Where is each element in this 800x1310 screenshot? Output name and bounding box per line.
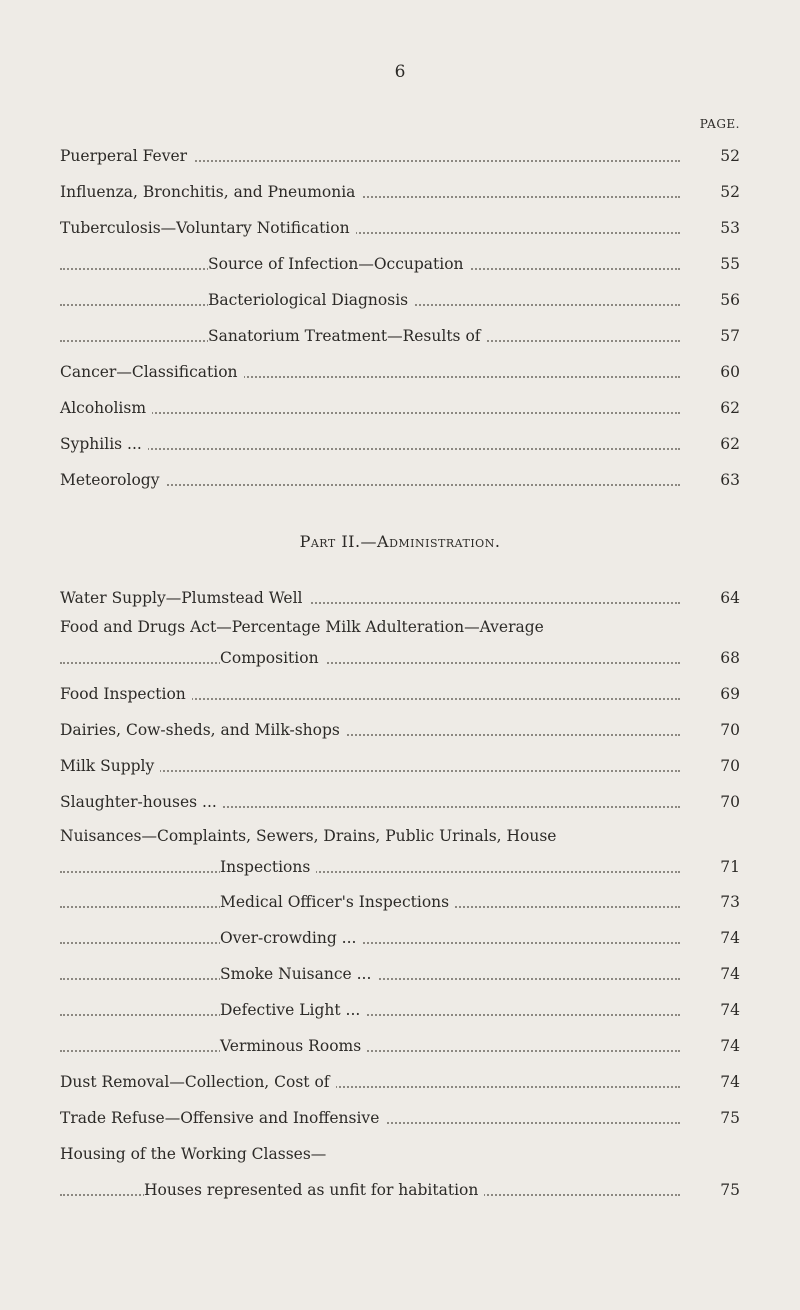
part-heading: Part II.—Administration. <box>299 532 501 551</box>
dot-leader <box>60 1014 680 1016</box>
entry-page: 57 <box>692 324 740 348</box>
toc-entry <box>60 396 740 420</box>
entry-page: 74 <box>692 926 740 950</box>
toc-subentry <box>60 926 740 950</box>
entry-page: 74 <box>692 1034 740 1058</box>
dot-leader <box>60 1050 680 1052</box>
toc-subentry <box>60 1178 740 1202</box>
toc-subentry <box>60 998 740 1022</box>
entry-title: Influenza, Bronchitis, and Pneumonia <box>60 180 361 204</box>
entry-title: Syphilis ... <box>60 432 148 456</box>
toc-entry <box>60 646 740 670</box>
entry-title: Alcoholism <box>60 396 152 420</box>
entry-title: Puerperal Fever <box>60 144 193 168</box>
dot-leader <box>60 871 680 873</box>
entry-title: Tuberculosis—Voluntary Notification <box>60 216 356 240</box>
toc-subentry <box>60 1034 740 1058</box>
entry-lead-line: Food and Drugs Act—Percentage Milk Adulteration—Average <box>60 618 544 636</box>
entry-page: 70 <box>692 790 740 814</box>
entry-page: 70 <box>692 754 740 778</box>
toc-entry <box>60 216 740 240</box>
entry-title: Composition <box>220 646 325 670</box>
entry-title: Meteorology <box>60 468 166 492</box>
entry-page: 62 <box>692 432 740 456</box>
toc-entry <box>60 790 740 814</box>
entry-title: Milk Supply <box>60 754 160 778</box>
toc-entry <box>60 586 740 610</box>
entry-page: 68 <box>692 646 740 670</box>
toc-entry <box>60 468 740 492</box>
entry-page: 74 <box>692 962 740 986</box>
entry-title: Cancer—Classification <box>60 360 244 384</box>
entry-page: 62 <box>692 396 740 420</box>
entry-page: 73 <box>692 890 740 914</box>
entry-title: Sanatorium Treatment—Results of <box>208 324 487 348</box>
entry-title: Inspections <box>220 855 316 879</box>
entry-title: Dairies, Cow-sheds, and Milk-shops <box>60 718 346 742</box>
entry-title: Houses represented as unfit for habitation <box>144 1178 484 1202</box>
toc-entry <box>60 718 740 742</box>
entry-page: 75 <box>692 1106 740 1130</box>
entry-title: Dust Removal—Collection, Cost of <box>60 1070 336 1094</box>
dot-leader <box>60 448 680 450</box>
entry-page: 69 <box>692 682 740 706</box>
toc-subentry <box>60 890 740 914</box>
entry-title: Defective Light ... <box>220 998 366 1022</box>
entry-page: 56 <box>692 288 740 312</box>
entry-lead-line: Housing of the Working Classes— <box>60 1145 327 1163</box>
entry-page: 71 <box>692 855 740 879</box>
entry-page: 52 <box>692 144 740 168</box>
toc-entry <box>60 360 740 384</box>
toc-entry <box>60 1070 740 1094</box>
entry-title: Medical Officer's Inspections <box>220 890 455 914</box>
entry-lead-line: Nuisances—Complaints, Sewers, Drains, Public Urinals, House <box>60 827 557 845</box>
entry-page: 70 <box>692 718 740 742</box>
entry-title: Slaughter-houses ... <box>60 790 223 814</box>
toc-entry <box>60 754 740 778</box>
toc-subentry <box>60 288 740 312</box>
entry-page: 63 <box>692 468 740 492</box>
entry-page: 74 <box>692 998 740 1022</box>
toc-entry <box>60 144 740 168</box>
entry-title: Over-crowding ... <box>220 926 362 950</box>
toc-subentry <box>60 324 740 348</box>
entry-page: 60 <box>692 360 740 384</box>
entry-title: Trade Refuse—Offensive and Inoffensive <box>60 1106 385 1130</box>
entry-page: 64 <box>692 586 740 610</box>
toc-subentry <box>60 252 740 276</box>
entry-title: Verminous Rooms <box>220 1034 367 1058</box>
entry-page: 53 <box>692 216 740 240</box>
dot-leader <box>60 662 680 664</box>
toc-entry <box>60 855 740 879</box>
page-column-label: PAGE. <box>699 117 740 131</box>
toc-subentry <box>60 962 740 986</box>
entry-page: 52 <box>692 180 740 204</box>
page-number: 6 <box>394 62 406 82</box>
toc-entry <box>60 1106 740 1130</box>
entry-title: Source of Infection—Occupation <box>208 252 470 276</box>
entry-page: 55 <box>692 252 740 276</box>
toc-entry <box>60 682 740 706</box>
entry-page: 75 <box>692 1178 740 1202</box>
toc-entry <box>60 180 740 204</box>
dot-leader <box>60 942 680 944</box>
entry-title: Smoke Nuisance ... <box>220 962 377 986</box>
entry-title: Food Inspection <box>60 682 192 706</box>
dot-leader <box>60 412 680 414</box>
entry-title: Bacteriological Diagnosis <box>208 288 414 312</box>
toc-entry <box>60 432 740 456</box>
entry-title: Water Supply—Plumstead Well <box>60 586 309 610</box>
entry-page: 74 <box>692 1070 740 1094</box>
